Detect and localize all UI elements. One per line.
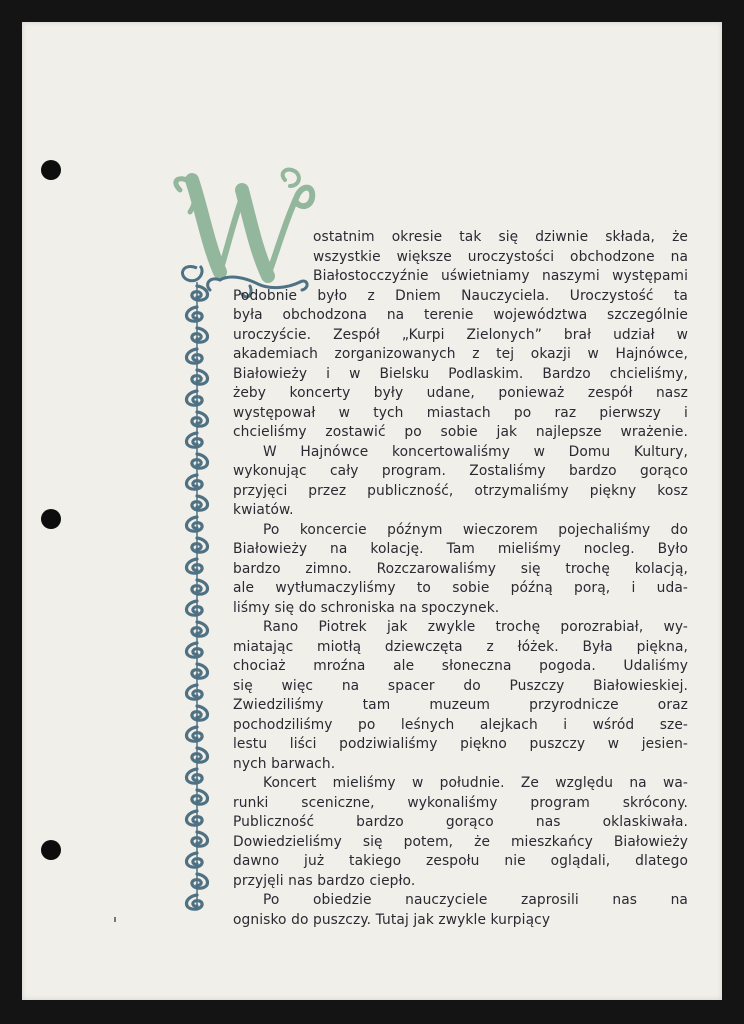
text-line: lestu liści podziwialiśmy piękno puszczy w jesien-	[233, 736, 688, 752]
border-scroll-segment	[192, 412, 208, 426]
text-line: Dowiedzieliśmy się potem, że mieszkańcy Białowieży	[233, 833, 688, 850]
text-line: pochodziliśmy po leśnych alejkach i wśród sze-	[233, 716, 688, 733]
text-line: uroczyście. Zespół „Kurpi Zielonych” brał udział w	[233, 326, 688, 343]
text-line: chociaż mroźna ale słoneczna pogoda. Udaliśmy	[233, 658, 688, 674]
text-line: kwiatów.	[233, 502, 294, 518]
border-scroll-segment	[187, 349, 203, 363]
paper-speck	[114, 917, 116, 922]
text-line: liśmy się do schroniska na spoczynek.	[233, 599, 500, 616]
border-scroll-segment	[192, 874, 208, 888]
border-scroll-segment	[192, 538, 208, 552]
text-line: Zwiedziliśmy tam muzeum przyrodnicze oraz	[233, 697, 688, 713]
text-line: bardzo zimno. Rozczarowaliśmy się trochę kolacją,	[233, 560, 688, 577]
border-scroll-segment	[187, 895, 203, 909]
border-scroll-segment	[192, 748, 208, 762]
border-scroll-segment	[187, 307, 203, 321]
text-line: przyjęli nas bardzo ciepło.	[233, 872, 416, 889]
decorative-vertical-border	[172, 258, 222, 918]
text-line: była obchodzona na terenie województwa szczególnie	[233, 307, 688, 323]
border-scroll-segment	[187, 811, 203, 825]
border-scroll-segment	[192, 706, 208, 720]
border-scroll-segment	[187, 475, 203, 489]
border-scroll-segment	[192, 370, 208, 384]
punch-hole-bottom	[41, 840, 61, 860]
border-scroll-segment	[192, 286, 208, 300]
border-scroll-segment	[187, 853, 203, 867]
text-line: Publiczność bardzo gorąco nas oklaskiwała.	[233, 814, 688, 830]
text-line: Białostocczyźnie uświetniamy naszymi występami	[313, 268, 688, 284]
punch-hole-middle	[41, 509, 61, 529]
border-scroll-segment	[192, 832, 208, 846]
text-line: runki sceniczne, wykonaliśmy program skrócony.	[233, 794, 688, 811]
border-scroll-segment	[192, 496, 208, 510]
text-line: się więc na spacer do Puszczy Białowieskiej.	[233, 677, 688, 694]
text-line: Rano Piotrek jak zwykle trochę porozrabiał, wy-	[263, 619, 688, 635]
border-scroll-segment	[192, 580, 208, 594]
text-line: Po koncercie późnym wieczorem pojechaliśmy do	[263, 521, 688, 538]
border-scroll-segment	[192, 454, 208, 468]
text-line: chcieliśmy zostawić po sobie jak najlepsze wrażenie.	[233, 424, 688, 440]
text-line: W Hajnówce koncertowaliśmy w Domu Kultury,	[263, 443, 688, 460]
text-line: akademiach zorganizowanych z tej okazji w Hajnówce,	[233, 346, 688, 362]
border-scroll-segment	[187, 559, 203, 573]
text-line: Białowieży na kolację. Tam mieliśmy nocleg. Było	[233, 541, 688, 557]
text-line: wykonując cały program. Zostaliśmy bardzo gorąco	[233, 463, 688, 479]
text-line: Podobnie było z Dniem Nauczyciela. Uroczystość ta	[233, 287, 688, 304]
text-line: ostatnim okresie tak się dziwnie składa, że	[313, 229, 688, 245]
border-scroll-segment	[187, 433, 203, 447]
border-scroll-segment	[187, 643, 203, 657]
text-line: Po obiedzie nauczyciele zaprosili nas na	[263, 892, 688, 908]
text-line: wszystkie większe uroczystości obchodzone na	[313, 248, 688, 265]
border-scroll-segment	[192, 790, 208, 804]
text-line: Koncert mieliśmy w południe. Ze względu na wa-	[263, 775, 688, 791]
text-line: miatając miotłą dziewczęta z łóżek. Była piękna,	[233, 638, 688, 655]
border-scroll-segment	[187, 517, 203, 531]
text-line: Białowieży i w Bielsku Podlaskim. Bardzo chcieliśmy,	[233, 365, 688, 382]
text-line: przyjęci przez publiczność, otrzymaliśmy piękny kosz	[233, 482, 688, 499]
border-scroll-segment	[192, 664, 208, 678]
border-scroll-segment	[192, 622, 208, 636]
border-scroll-segment	[187, 391, 203, 405]
text-line: ale wytłumaczyliśmy to sobie późną porą, i uda-	[233, 580, 688, 596]
text-line: występował w tych miastach po raz pierwszy i	[233, 404, 688, 421]
text-line: dawno już takiego zespołu nie oglądali, dlatego	[233, 853, 688, 869]
text-line: żeby koncerty były udane, ponieważ zespół nasz	[233, 385, 688, 401]
border-scroll-segment	[187, 601, 203, 615]
border-top-curl	[182, 266, 202, 281]
handwritten-text	[233, 228, 688, 930]
punch-hole-top	[41, 160, 61, 180]
text-line: nych barwach.	[233, 755, 336, 772]
border-scroll-segment	[187, 769, 203, 783]
border-scroll-segment	[187, 685, 203, 699]
border-scroll-segment	[187, 727, 203, 741]
text-line: ognisko do puszczy. Tutaj jak zwykle kurpiący	[233, 911, 551, 928]
border-scroll-segment	[192, 328, 208, 342]
